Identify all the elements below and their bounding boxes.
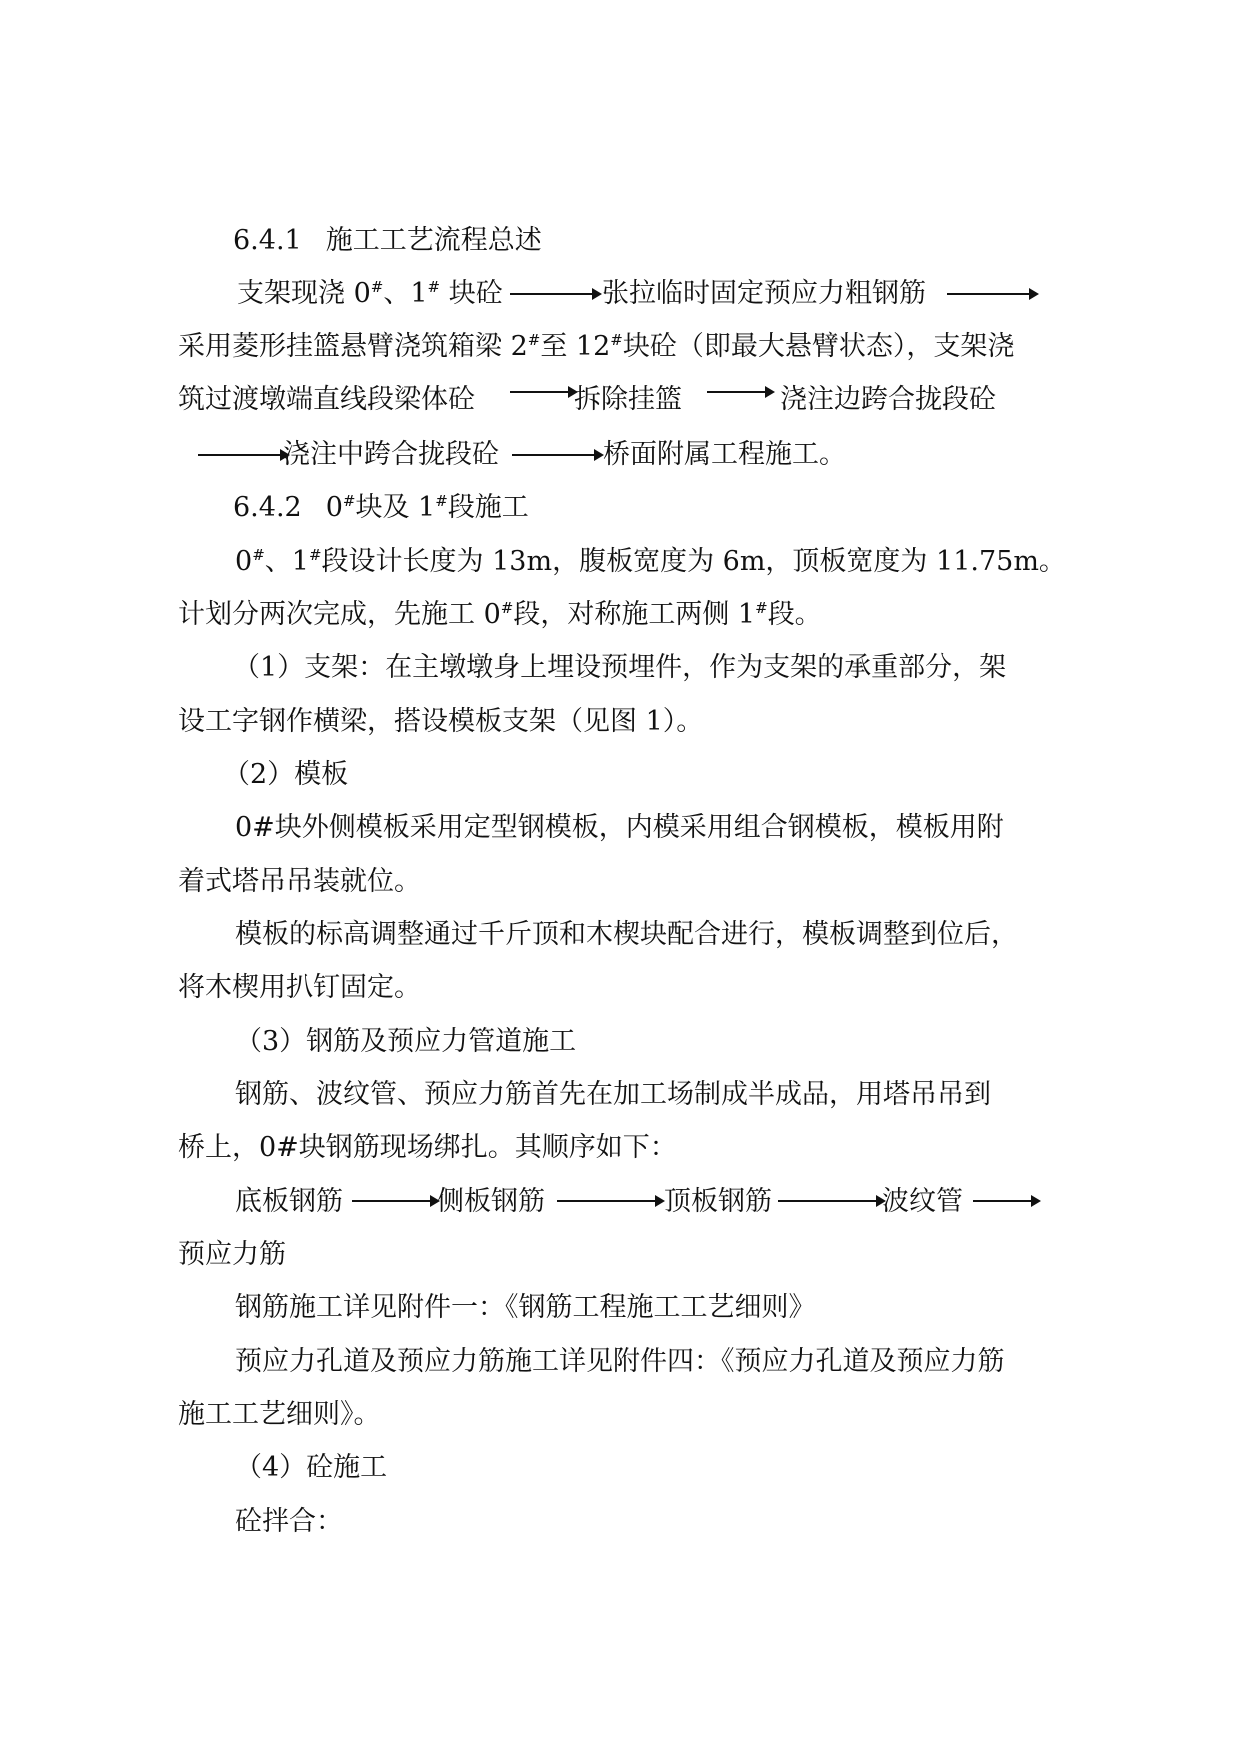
paragraph-continuation: 计划分两次完成，先施工 0#段，对称施工两侧 1#段。	[178, 599, 822, 630]
paragraph: 模板的标高调整通过千斤顶和木楔块配合进行，模板调整到位后，	[235, 919, 1018, 950]
flow-step: 顶板钢筋	[664, 1186, 772, 1217]
flow-step-2: 张拉临时固定预应力粗钢筋	[602, 278, 926, 309]
flow-arrow	[510, 391, 570, 393]
section-heading-641	[233, 221, 542, 261]
section-title: 施工工艺流程总述	[325, 225, 542, 256]
paragraph-continuation: 施工工艺细则》。	[178, 1399, 381, 1430]
section-heading-642: 6.4.2 0#块及 1#段施工	[233, 492, 529, 523]
flow-step-5: 拆除挂篮	[574, 384, 682, 415]
paragraph: 0#块外侧模板采用定型钢模板，内模采用组合钢模板，模板用附	[235, 812, 1004, 843]
flow-step-7: 浇注中跨合拢段砼	[283, 439, 499, 470]
flow-arrow	[557, 1200, 657, 1202]
paragraph: 砼拌合：	[235, 1506, 343, 1537]
flow-step-8: 桥面附属工程施工。	[603, 439, 846, 470]
subheading: （2）模板	[223, 759, 349, 790]
flow-arrow	[707, 391, 767, 393]
flow-step-1: 支架现浇 0#、1# 块砼	[237, 278, 503, 309]
paragraph-continuation: 桥上，0#块钢筋现场绑扎。其顺序如下：	[178, 1132, 677, 1163]
flow-arrow	[352, 1200, 432, 1202]
paragraph: 钢筋施工详见附件一：《钢筋工程施工工艺细则》	[235, 1292, 816, 1323]
subheading: （3）钢筋及预应力管道施工	[235, 1026, 577, 1057]
flow-step: 预应力筋	[178, 1239, 286, 1270]
section-number: 6.4.1	[233, 225, 302, 256]
flow-step-3: 采用菱形挂篮悬臂浇筑箱梁 2#至 12#块砼（即最大悬臂状态），支架浇	[178, 331, 1015, 362]
flow-step: 侧板钢筋	[437, 1186, 545, 1217]
paragraph: 钢筋、波纹管、预应力筋首先在加工场制成半成品，用塔吊吊到	[235, 1079, 991, 1110]
paragraph: 预应力孔道及预应力筋施工详见附件四：《预应力孔道及预应力筋	[235, 1346, 1005, 1377]
flow-step-4: 筑过渡墩端直线段梁体砼	[178, 384, 475, 415]
section-number: 6.4.2	[233, 492, 302, 523]
flow-arrow	[198, 454, 282, 456]
flow-arrow	[512, 454, 596, 456]
paragraph-continuation: 将木楔用扒钉固定。	[178, 972, 421, 1003]
flow-step-6: 浇注边跨合拢段砼	[780, 384, 996, 415]
paragraph-continuation: 着式塔吊吊装就位。	[178, 866, 421, 897]
flow-arrow	[947, 293, 1031, 295]
paragraph: 0#、1#段设计长度为 13m，腹板宽度为 6m，顶板宽度为 11.75m。	[235, 546, 1066, 577]
flow-arrow	[510, 293, 594, 295]
paragraph-continuation: 设工字钢作横梁，搭设模板支架（见图 1）。	[178, 706, 704, 737]
flow-arrow	[973, 1200, 1033, 1202]
flow-arrow	[778, 1200, 878, 1202]
flow-step: 波纹管	[882, 1186, 963, 1217]
paragraph: （1）支架：在主墩墩身上埋设预埋件，作为支架的承重部分，架	[233, 652, 1007, 683]
subheading: （4）砼施工	[235, 1452, 388, 1483]
flow-step: 底板钢筋	[235, 1186, 343, 1217]
